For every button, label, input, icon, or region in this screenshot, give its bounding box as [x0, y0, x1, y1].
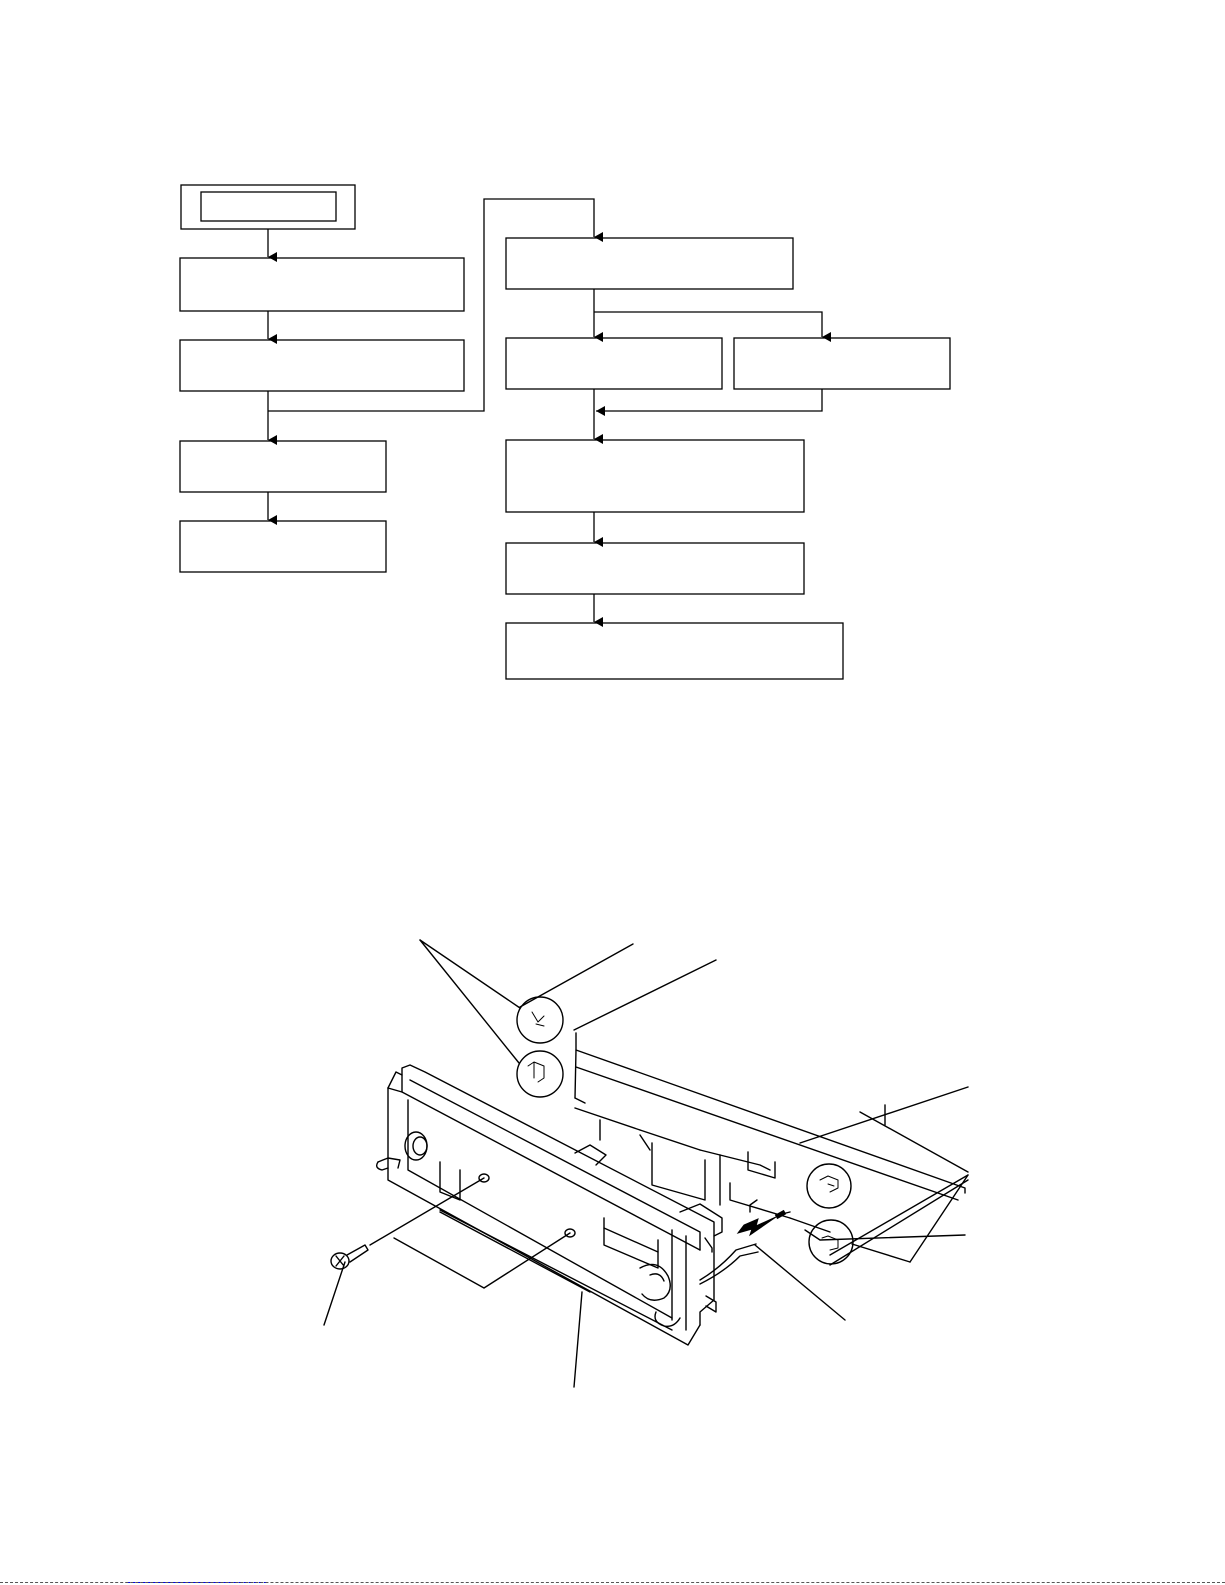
flow-node-left-step-1	[180, 258, 464, 311]
chassis-body	[520, 944, 968, 1265]
screw-guide-line	[394, 1233, 570, 1288]
tab-inset-right-1	[807, 1164, 851, 1208]
front-panel	[377, 1065, 722, 1345]
callout-leader-right-hooks	[852, 1244, 910, 1262]
flow-node-right-step-1	[506, 238, 793, 289]
flat-cable	[700, 1244, 758, 1284]
callout-leader-top-hooks	[420, 940, 520, 1008]
flow-node-right-step-5	[506, 623, 843, 679]
callout-leader-top-hooks	[420, 940, 519, 1063]
tab-inset-top-2	[517, 1051, 563, 1097]
disassembly-flowchart	[0, 0, 1225, 720]
footer-rule	[0, 1582, 1225, 1584]
flow-node-right-branch-b	[734, 338, 950, 389]
flow-connector-merge	[596, 389, 822, 411]
flow-node-right-step-4	[506, 543, 804, 594]
tab-inset-top-1	[517, 997, 563, 1043]
flow-node-left-step-3	[180, 441, 386, 492]
callout-leader-screw	[324, 1262, 345, 1325]
flow-node-left-step-4	[180, 521, 386, 572]
screw	[331, 1245, 368, 1269]
flow-connector-branch	[594, 312, 822, 337]
callout-leader-panel	[574, 1292, 582, 1387]
screw-guide-line	[370, 1178, 484, 1245]
callout-leader-right-hooks	[910, 1175, 968, 1262]
flow-node-right-step-3	[506, 440, 804, 512]
callout-leader-cable	[755, 1245, 845, 1320]
pull-direction-arrow	[738, 1217, 776, 1235]
flow-node-start-inner	[201, 192, 336, 221]
flow-node-left-step-2	[180, 340, 464, 391]
flow-node-right-branch-a	[506, 338, 722, 389]
tab-inset-right-2	[809, 1220, 853, 1264]
flow-connector-to-right	[268, 199, 594, 411]
